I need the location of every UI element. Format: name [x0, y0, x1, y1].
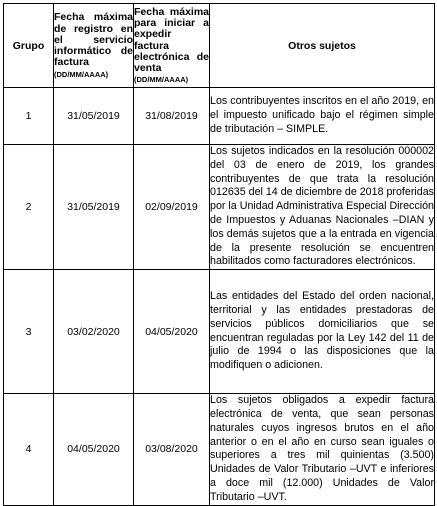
header-start-deadline	[134, 4, 210, 88]
grupo-cell: 4	[4, 394, 54, 505]
start-date-cell: 04/05/2020	[134, 270, 210, 394]
grupo-cell: 3	[4, 270, 54, 394]
start-date-cell: 03/08/2020	[134, 394, 210, 505]
otros-sujetos-cell: Las entidades del Estado del orden nacional, territorial y las entidades prestadoras de servicios públicos domiciliarios que se encuentran reguladas por la Ley 142 del 11 de julio de 1994 o las disposiciones que la modifiquen o adicionen.	[210, 270, 435, 394]
header-registration-format: (DD/MM/AAAA)	[54, 69, 109, 79]
header-start-label: Fecha máxima para iniciar a expedir factura electrónica de venta	[134, 5, 209, 74]
start-date-cell: 31/08/2019	[134, 88, 210, 145]
registration-date-cell: 31/05/2019	[54, 88, 134, 145]
header-grupo: Grupo	[4, 4, 54, 88]
header-registration-label: Fecha máxima de registro en el servicio informático de factura	[54, 11, 133, 69]
table-row	[4, 145, 435, 270]
registration-date-cell: 04/05/2020	[54, 394, 134, 505]
table-row	[4, 270, 435, 394]
registration-date-cell: 31/05/2019	[54, 145, 134, 270]
otros-sujetos-cell: Los sujetos obligados a expedir factura electrónica de venta, que sean personas naturales cuyos ingresos brutos en el año anterior o en el año en curso sean iguales o superiores a tres mil quinientas (3.500) Unidades de Valor Tributario –UVT e inferiores a doce mil (12.000) Unidades de Valor Tributario –UVT.	[210, 394, 435, 505]
table-row	[4, 394, 435, 505]
grupo-cell: 2	[4, 145, 54, 270]
table-row	[4, 88, 435, 145]
schedule-table	[3, 3, 435, 506]
grupo-cell: 1	[4, 88, 54, 145]
header-start-format: (DD/MM/AAAA)	[134, 75, 189, 85]
otros-sujetos-cell: Los contribuyentes inscritos en el año 2019, en el impuesto unificado bajo el régimen simple de tributación – SIMPLE.	[210, 88, 435, 145]
header-row	[4, 4, 435, 88]
otros-sujetos-cell: Los sujetos indicados en la resolución 000002 del 03 de enero de 2019, los grandes contribuyentes de que trata la resolución 012635 del 14 de diciembre de 2018 proferidas por la Unidad Administrativa Especial Dirección de Impuestos y Aduanas Nacionales –DIAN y los demás sujetos que a la entrada en vigencia de la presente resolución se encuentren habilitados como facturadores electrónicos.	[210, 145, 435, 270]
start-date-cell: 02/09/2019	[134, 145, 210, 270]
header-registration-deadline	[54, 4, 134, 88]
registration-date-cell: 03/02/2020	[54, 270, 134, 394]
header-otros-sujetos: Otros sujetos	[210, 4, 435, 88]
